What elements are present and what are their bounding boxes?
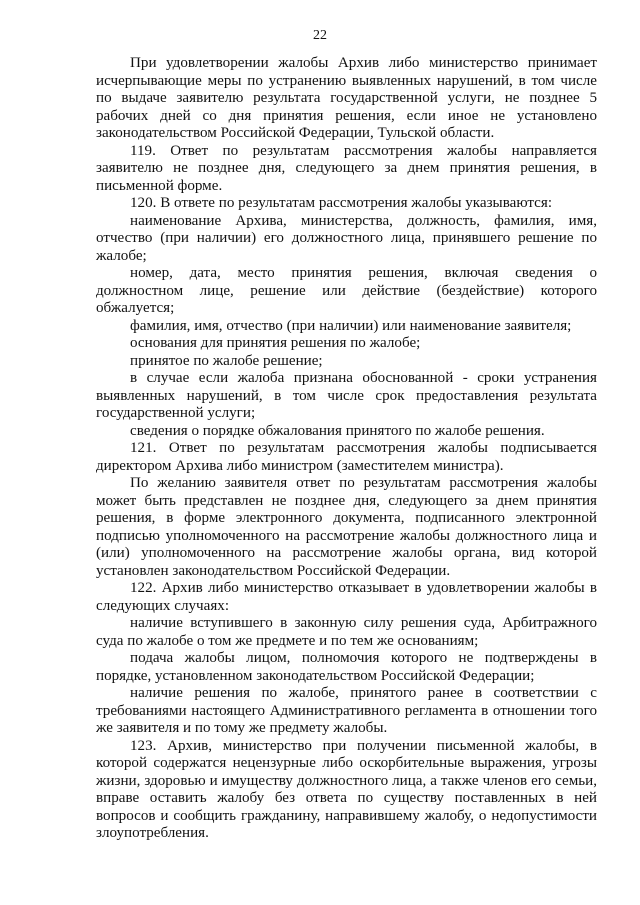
list-item-appeal-procedure: сведения о порядке обжалования принятого по жалобе решения.: [130, 422, 545, 439]
paragraph-electronic-answer: По желанию заявителя ответ по результатам рассмотрения жалобы может быть представлен не позднее дня, следующего за днем принятия решения, в форме электронного документа, подписанного электронной подписью уполномоченного на рассмотрение жалобы должностного лица и (или) уполномоченного на рассмотрение жалобы органа, вид которой установлен законодательством Российской Федерации.: [96, 475, 597, 579]
list-item-unauthorized-person: подача жалобы лицом, полномочия которого не подтверждены в порядке, установленном законодательством Российской Федерации;: [96, 650, 597, 684]
page-number: 22: [313, 28, 327, 43]
list-item-deadlines: в случае если жалоба признана обоснованной - сроки устранения выявленных нарушений, в том числе срок предоставления результата государственной услуги;: [96, 370, 597, 421]
list-item-prior-decision: наличие решения по жалобе, принятого ранее в соответствии с требованиями настоящего Административного регламента в отношении того же заявителя и по тому же предмету жалобы.: [96, 685, 597, 736]
paragraph-121: 121. Ответ по результатам рассмотрения жалобы подписывается директором Архива либо министром (заместителем министра).: [96, 440, 597, 474]
list-item-court-decision: наличие вступившего в законную силу решения суда, Арбитражного суда по жалобе о том же предмете и по тем же основаниям;: [96, 615, 597, 649]
list-item-name: наименование Архива, министерства, должность, фамилия, имя, отчество (при наличии) его должностного лица, принявшего решение по жалобе;: [96, 212, 597, 264]
list-item-applicant: фамилия, имя, отчество (при наличии) или наименование заявителя;: [130, 317, 572, 334]
paragraph-119: 119. Ответ по результатам рассмотрения жалобы направляется заявителю не позднее дня, следующего за днем принятия решения, в письменной форме.: [96, 142, 597, 194]
paragraph-122: 122. Архив либо министерство отказывает в удовлетворении жалобы в следующих случаях:: [96, 580, 597, 614]
document-body: [96, 55, 597, 843]
paragraph-satisfaction-measures: При удовлетворении жалобы Архив либо министерство принимает исчерпывающие меры по устранению выявленных нарушений, в том числе по выдаче заявителю результата государственной услуги, не позднее 5 рабочих дней со дня принятия решения, если иное не установлено законодательством Российской Федерации, Тульской области.: [96, 55, 597, 141]
list-item-grounds: основания для принятия решения по жалобе;: [130, 335, 421, 351]
paragraph-123: 123. Архив, министерство при получении письменной жалобы, в которой содержатся нецензурные либо оскорбительные выражения, угрозы жизни, здоровью и имуществу должностного лица, а также членов его семьи, вправе оставить жалобу без ответа по существу поставленных в ней вопросов и сообщить гражданину, направившему жалобу, о недопустимости злоупотребления.: [96, 737, 597, 841]
list-item-number-date: номер, дата, место принятия решения, включая сведения о должностном лице, решение или действие (бездействие) которого обжалуется;: [96, 265, 597, 316]
paragraph-120: 120. В ответе по результатам рассмотрения жалобы указываются:: [130, 195, 553, 211]
list-item-decision: принятое по жалобе решение;: [130, 352, 323, 369]
